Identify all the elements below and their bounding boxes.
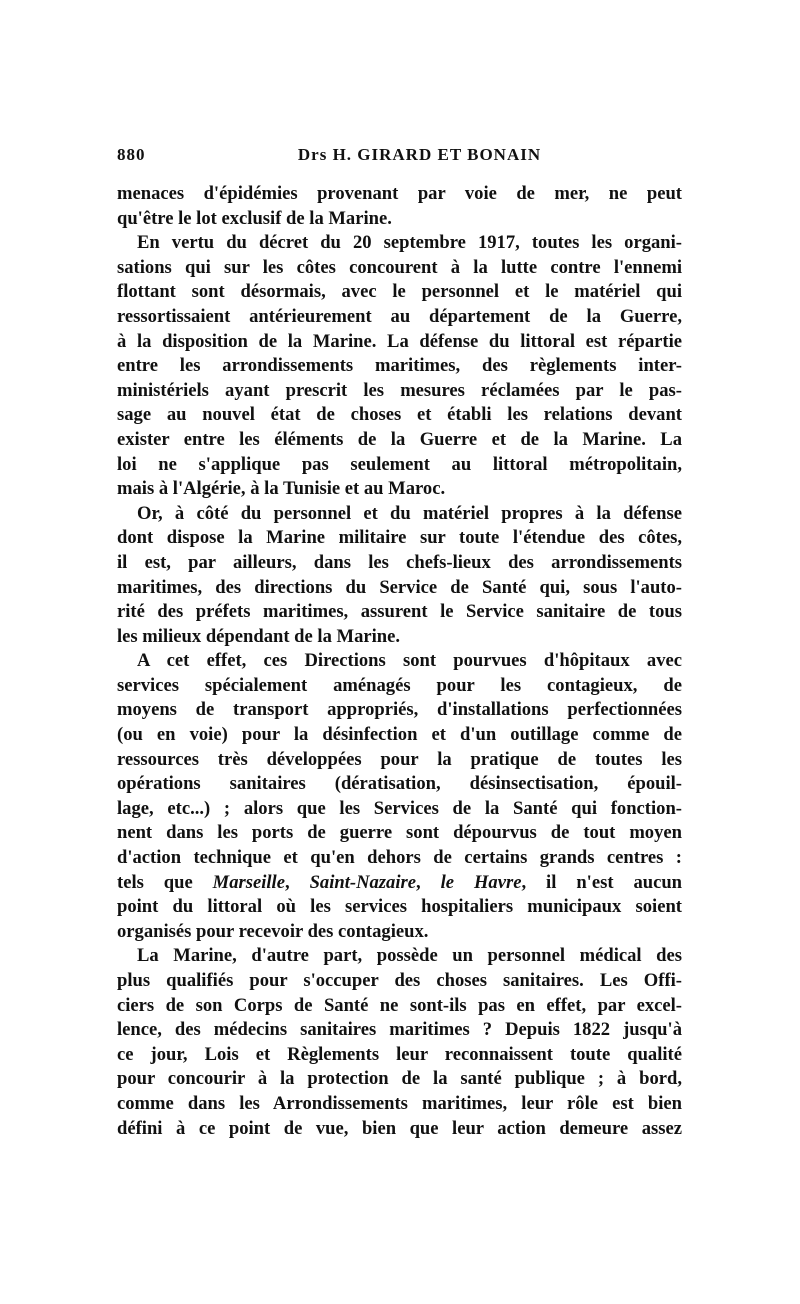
text-line [117,871,682,896]
text-line: entre les arrondissements maritimes, des règlements inter- [117,355,682,377]
text-line: La Marine, d'autre part, possède un personnel médical des [137,945,682,967]
text-line: A cet effet, ces Directions sont pourvues d'hôpitaux avec [137,650,682,672]
text-fragment: , il n'est aucun [521,871,683,893]
text-line: d'action technique et qu'en dehors de certains grands centres : [117,847,682,869]
page-header [117,145,682,169]
text-line: ciers de son Corps de Santé ne sont-ils pas en effet, par excel- [117,994,682,1016]
running-head: Drs H. GIRARD ET BONAIN [297,145,542,164]
text-line: sations qui sur les côtes concourent à la lutte contre l'ennemi [117,256,682,278]
text-line: les milieux dépendant de la Marine. [117,625,401,647]
text-line: il est, par ailleurs, dans les chefs-lieux des arrondissements [117,551,682,573]
text-line: mais à l'Algérie, à la Tunisie et au Maroc. [117,478,446,500]
text-fragment: tels que [117,871,213,893]
text-line: à la disposition de la Marine. La défense du littoral est répartie [117,330,682,352]
italic-place-name: le Havre [440,871,522,893]
text-line: dont dispose la Marine militaire sur toute l'étendue des côtes, [117,527,682,549]
text-line: (ou en voie) pour la désinfection et d'un outillage comme de [117,724,682,746]
text-line: moyens de transport appropriés, d'installations perfectionnées [117,699,682,721]
text-line: qu'être le lot exclusif de la Marine. [117,207,392,229]
text-line: services spécialement aménagés pour les contagieux, de [117,674,682,696]
text-line: pour concourir à la protection de la santé publique ; à bord, [117,1068,682,1090]
text-line: lage, etc...) ; alors que les Services de la Santé qui fonction- [117,797,682,819]
text-line: menaces d'épidémies provenant par voie de mer, ne peut [117,183,682,204]
page-number: 880 [117,145,146,164]
text-line: ministériels ayant prescrit les mesures réclamées par le pas- [117,379,682,401]
text-line: ressources très développées pour la pratique de toutes les [117,748,682,770]
text-line: exister entre les éléments de la Guerre et de la Marine. La [117,428,682,450]
text-line: maritimes, des directions du Service de Santé qui, sous l'auto- [117,576,682,598]
italic-place-name: Marseille [212,871,285,893]
text-fragment: , [284,871,310,893]
text-line: rité des préfets maritimes, assurent le Service sanitaire de tous [117,601,682,623]
text-line: ressortissaient antérieurement au département de la Guerre, [117,305,682,327]
text-line: point du littoral où les services hospitaliers municipaux soient [117,896,682,918]
text-line: ce jour, Lois et Règlements leur reconnaissent toute qualité [117,1043,682,1065]
text-line: organisés pour recevoir des contagieux. [117,920,429,942]
text-line: sage au nouvel état de choses et établi les relations devant [117,404,682,426]
text-line: Or, à côté du personnel et du matériel propres à la défense [137,502,682,524]
text-line: défini à ce point de vue, bien que leur action demeure assez [117,1117,682,1139]
text-line: En vertu du décret du 20 septembre 1917, toutes les organi- [137,232,682,254]
text-line: plus qualifiés pour s'occuper des choses sanitaires. Les Offi- [117,970,682,991]
text-fragment: , [416,871,441,893]
text-line: flottant sont désormais, avec le personnel et le matériel qui [117,281,682,303]
text-line: nent dans les ports de guerre sont dépourvus de tout moyen [117,822,682,844]
text-line: lence, des médecins sanitaires maritimes ? Depuis 1822 jusqu'à [117,1019,682,1041]
italic-place-name: Saint-Nazaire [309,871,416,893]
text-line: loi ne s'applique pas seulement au littoral métropolitain, [117,453,682,475]
body-text [117,182,682,1141]
text-line: comme dans les Arrondissements maritimes, leur rôle est bien [117,1092,682,1114]
text-line: opérations sanitaires (dératisation, désinsectisation, épouil- [117,773,682,795]
